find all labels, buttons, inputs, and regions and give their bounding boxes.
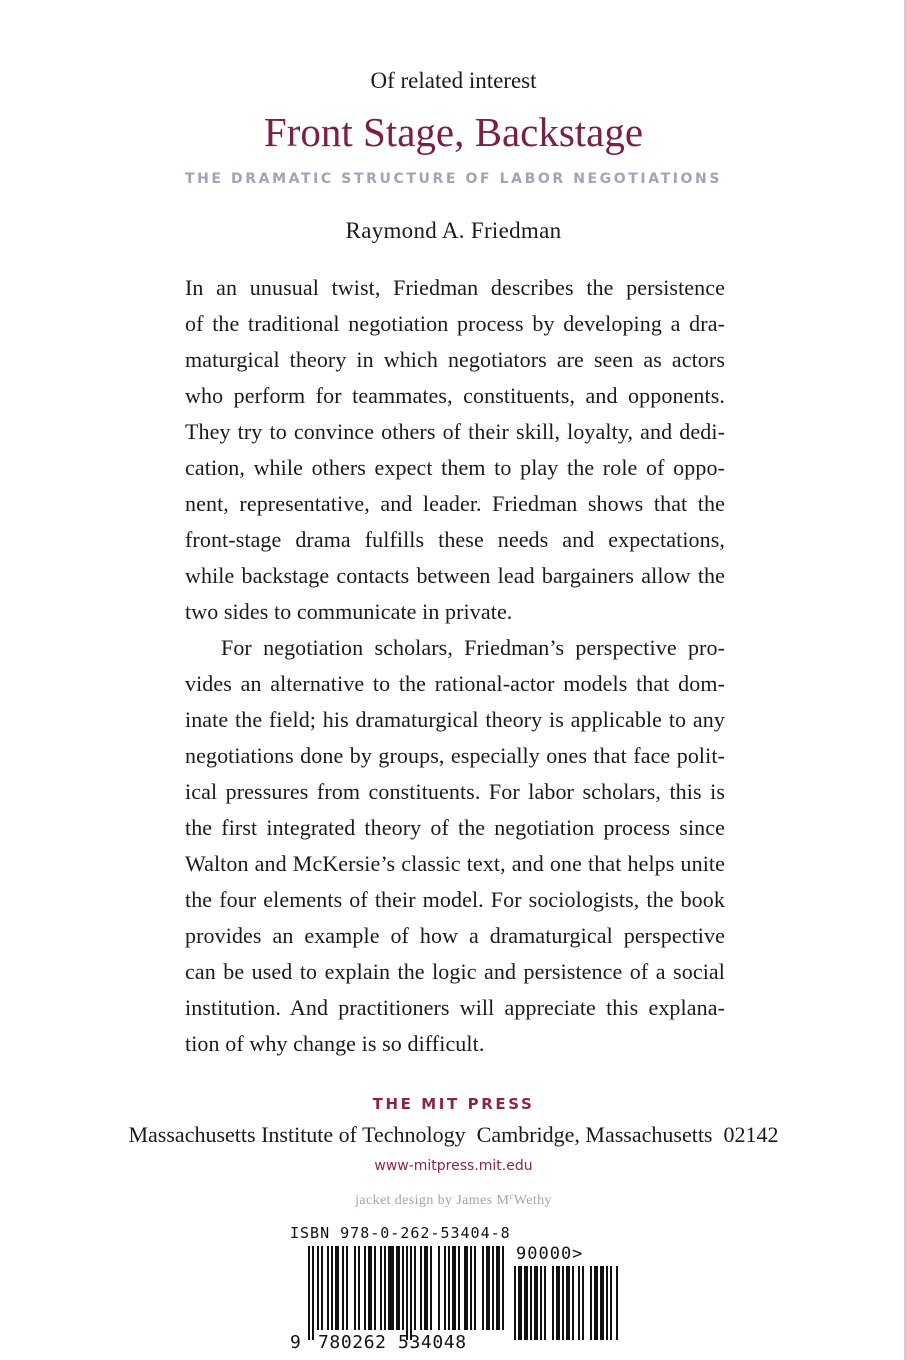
barcode-bar	[582, 1266, 584, 1340]
barcode-bar	[368, 1246, 372, 1330]
barcode-bar	[388, 1246, 394, 1330]
barcode-bar	[430, 1246, 432, 1330]
barcode-bar	[552, 1266, 554, 1340]
barcode-bar	[308, 1246, 310, 1340]
barcode-bar	[562, 1266, 564, 1340]
text-line: who perform for teammates, constituents, and opponents.	[185, 383, 725, 408]
jacket-credit	[0, 1191, 907, 1209]
text-line: of the traditional negotiation process by developing a dra-	[185, 311, 725, 336]
barcode-bar	[331, 1246, 333, 1330]
barcode-bar	[502, 1246, 504, 1330]
publisher-name: THE MIT PRESS	[372, 1095, 535, 1113]
barcode-bar	[420, 1246, 422, 1330]
price-barcode-bars	[514, 1266, 618, 1342]
barcode-bar	[482, 1246, 484, 1330]
ean-digits: 780262 534048	[318, 1332, 467, 1353]
barcode-bar	[396, 1246, 400, 1330]
barcode-bar	[556, 1266, 560, 1340]
text-line: the four elements of their model. For sociologists, the book	[185, 887, 725, 912]
barcode-bar	[444, 1246, 446, 1330]
text-line: cation, while others expect them to play the role of oppo-	[185, 455, 725, 480]
barcode-bar	[496, 1246, 500, 1330]
barcode-bar	[448, 1246, 450, 1330]
barcode-bar	[358, 1246, 360, 1330]
barcode-bar	[566, 1266, 570, 1340]
text-line: tion of why change is so difficult.	[185, 1031, 485, 1056]
barcode-bar	[452, 1246, 456, 1330]
barcode-bar	[424, 1246, 428, 1330]
text-line: negotiations done by groups, especially ones that face polit-	[185, 743, 725, 768]
text-line: maturgical theory in which negotiators are seen as actors	[185, 347, 725, 372]
credit-prefix: jacket design by James M	[355, 1193, 510, 1208]
isbn-barcode	[290, 1224, 620, 1360]
barcode-bar	[530, 1266, 532, 1340]
barcode-bar	[414, 1246, 416, 1330]
barcode-bar	[406, 1246, 408, 1340]
text-line: vides an alternative to the rational-actor models that dom-	[185, 671, 725, 696]
barcode-bar	[317, 1246, 319, 1330]
barcode-bar	[364, 1246, 366, 1330]
text-line: front-stage drama fulfills these needs and expectations,	[185, 527, 725, 552]
text-line: nent, representative, and leader. Friedman shows that the	[185, 491, 725, 516]
author-name: Raymond A. Friedman	[345, 218, 562, 243]
text-line: can be used to explain the logic and persistence of a social	[185, 959, 725, 984]
credit-suffix: Wethy	[513, 1193, 552, 1208]
barcode-bar	[384, 1246, 386, 1330]
description-text	[185, 270, 725, 1062]
barcode-bar	[354, 1246, 356, 1330]
barcode-bar	[380, 1246, 382, 1330]
barcode-bar	[464, 1246, 468, 1330]
barcode-bar	[594, 1266, 598, 1340]
barcode-bar	[321, 1246, 323, 1330]
barcode-bar	[518, 1266, 522, 1340]
text-line: In an unusual twist, Friedman describes the persistence	[185, 275, 725, 300]
barcode-bar	[572, 1266, 574, 1340]
barcode-bar	[606, 1266, 608, 1340]
barcode-bar	[470, 1246, 472, 1330]
barcode-bar	[474, 1246, 476, 1330]
isbn-label: ISBN 978-0-262-53404-8	[290, 1224, 511, 1242]
barcode-bar	[312, 1246, 314, 1340]
barcode-bar	[402, 1246, 404, 1330]
text-line: two sides to communicate in private.	[185, 599, 513, 624]
barcode-bar	[492, 1246, 494, 1330]
text-line: institution. And practitioners will appreciate this explana-	[185, 995, 725, 1020]
barcode-bar	[578, 1266, 580, 1340]
barcode-bar	[514, 1266, 516, 1340]
barcode-bar	[374, 1246, 376, 1330]
barcode-bar	[540, 1266, 542, 1340]
barcode-bar	[346, 1246, 348, 1330]
book-subtitle: THE DRAMATIC STRUCTURE OF LABOR NEGOTIATIONS	[184, 171, 723, 187]
barcode-bar	[600, 1266, 604, 1340]
barcode-bar	[524, 1266, 528, 1340]
barcode-bar	[590, 1266, 592, 1340]
price-code: 90000>	[516, 1244, 584, 1264]
text-line: while backstage contacts between lead bargainers allow the	[185, 563, 725, 588]
barcode-bar	[610, 1266, 612, 1340]
text-line: inate the field; his dramaturgical theory is applicable to any	[185, 707, 725, 732]
text-line: provides an example of how a dramaturgical perspective	[185, 923, 725, 948]
barcode-bar	[486, 1246, 490, 1330]
barcode-bar	[616, 1266, 618, 1340]
text-line: Walton and McKersie’s classic text, and one that helps unite	[185, 851, 725, 876]
credit-superscript: c	[509, 1191, 514, 1201]
book-title: Front Stage, Backstage	[263, 109, 644, 155]
text-line: They try to convince others of their skill, loyalty, and dedi-	[185, 419, 725, 444]
ean-lead-digit: 9	[290, 1332, 301, 1353]
barcode-bar	[438, 1246, 440, 1330]
text-line: ical pressures from constituents. For labor scholars, this is	[185, 779, 725, 804]
barcode-bar	[410, 1246, 412, 1340]
barcode-bar	[335, 1246, 339, 1330]
barcode-bar	[534, 1266, 538, 1340]
text-line: the first integrated theory of the negotiation process since	[185, 815, 725, 840]
description-paragraph-1	[185, 270, 725, 630]
barcode-bar	[342, 1246, 344, 1330]
ean-barcode-bars	[308, 1246, 508, 1342]
barcode-bar	[544, 1266, 546, 1340]
description-paragraph-2	[185, 630, 725, 1062]
barcode-bar	[458, 1246, 460, 1330]
barcode-bar	[327, 1246, 329, 1330]
related-interest-label: Of related interest	[370, 68, 537, 93]
publisher-url[interactable]: www-mitpress.mit.edu	[374, 1158, 533, 1174]
publisher-address: Massachusetts Institute of Technology Cambridge, Massachusetts 02142	[128, 1122, 779, 1147]
text-line: For negotiation scholars, Friedman’s perspective pro-	[221, 635, 725, 660]
